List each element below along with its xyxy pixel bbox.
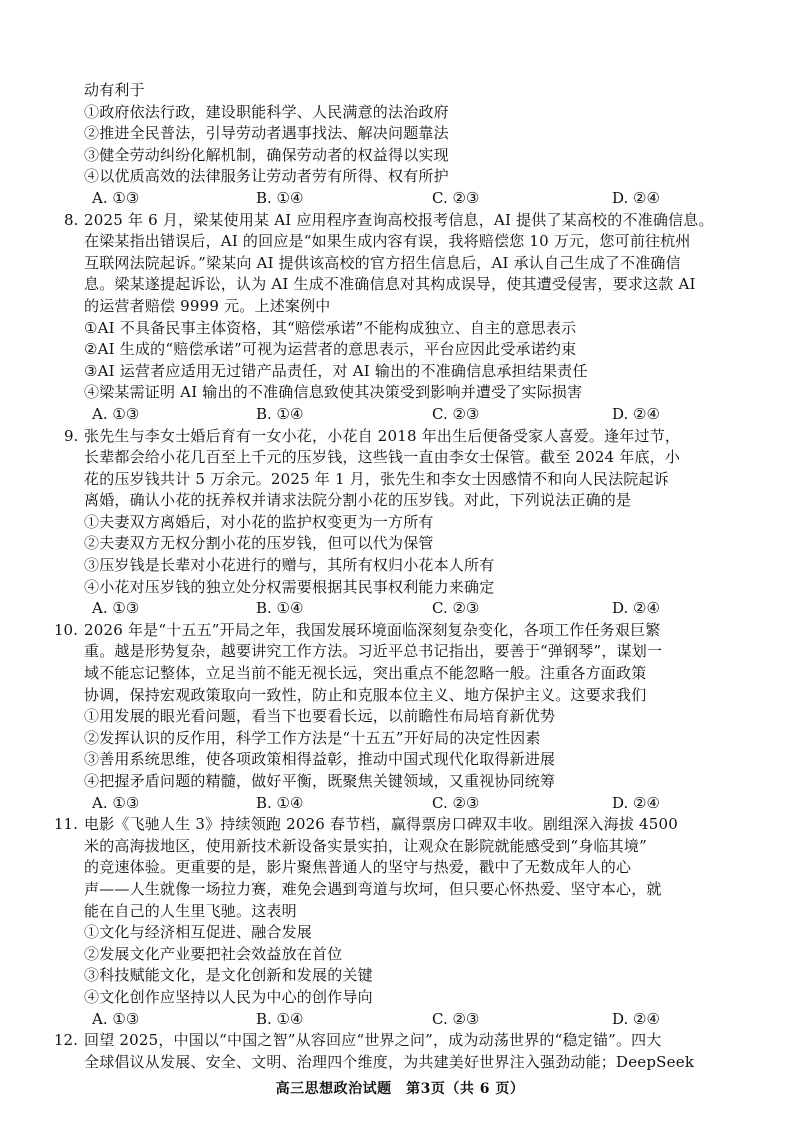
option-d: D. ②④	[612, 793, 660, 812]
choice-item: ④文化创作应坚持以人民为中心的创作导向	[84, 987, 373, 1006]
option-c: C. ②③	[432, 599, 480, 618]
stem-line: 的竞速体验。更重要的是，影片聚焦普通人的坚守与热爱，戳中了无数成年人的心	[84, 858, 632, 877]
choice-item: ②夫妻双方无权分割小花的压岁钱，但可以代为保管	[84, 534, 434, 553]
option-c: C. ②③	[432, 793, 480, 812]
question-number: 11.	[54, 815, 78, 834]
option-d: D. ②④	[612, 599, 660, 618]
stem-line: 域不能忘记整体，立足当前不能无视长远，突出重点不能忽略一般。注重各方面政策	[84, 664, 647, 683]
question-8	[64, 210, 734, 426]
question-number: 10.	[54, 620, 78, 639]
question-number: 8.	[64, 210, 79, 229]
stem-line: 能在自己的人生里飞驰。这表明	[84, 901, 297, 920]
choice-item: ④以优质高效的法律服务让劳动者劳有所得、权有所护	[84, 167, 449, 186]
answer-options	[84, 188, 734, 210]
option-d: D. ②④	[612, 188, 660, 207]
choice-item: ③善用系统思维，使各项政策相得益彰，推动中国式现代化取得新进展	[84, 750, 556, 769]
answer-options	[84, 598, 734, 620]
stem-line: 张先生与李女士婚后育有一女小花，小花自 2018 年出生后便备受家人喜爱。逢年过节，	[84, 426, 681, 445]
stem-line: 重。越是形势复杂，越要讲究工作方法。习近平总书记指出，要善于“弹钢琴”，谋划一	[84, 642, 663, 661]
stem-line: 2025 年 6 月，梁某使用某 AI 应用程序查询高校报考信息，AI 提供了某高校的不准确信息。	[84, 210, 714, 229]
stem-line: 花的压岁钱共计 5 万余元。2025 年 1 月，张先生和李女士因感情不和向人民法院起诉	[84, 469, 669, 488]
stem-line: 长辈都会给小花几百至上千元的压岁钱，这些钱一直由李女士保管。截至 2024 年底，小	[84, 448, 681, 467]
choice-item: ②发挥认识的反作用，科学工作方法是“十五五”开好局的决定性因素	[84, 728, 541, 747]
choice-item: ④把握矛盾问题的精髓，做好平衡，既聚焦关键领域，又重视协同统筹	[84, 772, 556, 790]
option-a: A. ①③	[92, 404, 140, 423]
stem-line: 2026 年是“十五五”开局之年，我国发展环境面临深刻复杂变化，各项工作任务艰巨繁	[84, 620, 661, 639]
answer-options	[84, 404, 734, 426]
stem-line: 米的高海拔地区，使用新技术新设备实景实拍，让观众在影院就能感受到“身临其境”	[84, 836, 647, 855]
choice-item: ③压岁钱是长辈对小花进行的赠与，其所有权归小花本人所有	[84, 556, 495, 575]
stem-line: 互联网法院起诉。”梁某向 AI 提供该高校的官方招生信息后，AI 承认自己生成了不准确信	[84, 253, 681, 272]
question-9	[64, 426, 734, 620]
choice-item: ②推进全民普法，引导劳动者遇事找法、解决问题靠法	[84, 124, 449, 143]
option-d: D. ②④	[612, 1009, 660, 1028]
option-b: B. ①④	[256, 1009, 304, 1028]
stem-line: 全球倡议从发展、安全、文明、治理四个维度，为共建美好世界注入强劲动能；DeepSeek	[84, 1052, 695, 1071]
choice-item: ①政府依法行政，建设职能科学、人民满意的法治政府	[84, 102, 449, 121]
question-11	[54, 814, 734, 1030]
choice-item: ③科技赋能文化，是文化创新和发展的关键	[84, 966, 373, 985]
choice-item: ①夫妻双方离婚后，对小花的监护权变更为一方所有	[84, 512, 434, 531]
page-footer: 高三思想政治试题 第3页（共 6 页）	[275, 1081, 525, 1097]
choice-item: ④梁某需证明 AI 输出的不准确信息致使其决策受到影响并遭受了实际损害	[84, 383, 583, 402]
answer-options	[84, 793, 734, 815]
question-12	[54, 1030, 734, 1073]
option-a: A. ①③	[92, 599, 140, 618]
option-c: C. ②③	[432, 188, 480, 207]
option-b: B. ①④	[256, 793, 304, 812]
choice-item: ③AI 运营者应适用无过错产品责任，对 AI 输出的不准确信息承担结果责任	[84, 361, 588, 380]
answer-options	[84, 1009, 734, 1031]
stem-line: 息。梁某遂提起诉讼，认为 AI 生成不准确信息对其构成误导，使其遭受侵害，要求这款 AI	[84, 275, 696, 294]
question-number: 9.	[64, 426, 79, 445]
choice-item: ③健全劳动纠纷化解机制，确保劳动者的权益得以实现	[84, 145, 449, 164]
stem-line: 动有利于	[84, 81, 145, 99]
stem-line: 的运营者赔偿 9999 元。上述案例中	[84, 296, 331, 315]
question-number: 12.	[54, 1031, 78, 1050]
option-d: D. ②④	[612, 404, 660, 423]
option-c: C. ②③	[432, 404, 480, 423]
stem-line: 离婚，确认小花的抚养权并请求法院分割小花的压岁钱。对此，下列说法正确的是	[84, 491, 632, 510]
option-b: B. ①④	[256, 599, 304, 618]
choice-item: ②发展文化产业要把社会效益放在首位	[84, 944, 343, 963]
option-c: C. ②③	[432, 1009, 480, 1028]
stem-line: 电影《飞驰人生 3》持续领跑 2026 春节档，赢得票房口碑双丰收。剧组深入海拔 4500	[84, 815, 678, 834]
choice-item: ①AI 不具备民事主体资格，其“赔偿承诺”不能构成独立、自主的意思表示	[84, 318, 577, 337]
choice-item: ④小花对压岁钱的独立处分权需要根据其民事权利能力来确定	[84, 577, 495, 596]
choice-item: ②AI 生成的“赔偿承诺”可视为运营者的意思表示，平台应因此受承诺约束	[84, 340, 577, 359]
stem-line: 声——人生就像一场拉力赛，难免会遇到弯道与坎坷，但只要心怀热爱、坚守本心，就	[84, 879, 662, 898]
stem-line: 回望 2025，中国以“中国之智”从容回应“世界之问”，成为动荡世界的“稳定锚”。四大	[84, 1031, 662, 1050]
option-b: B. ①④	[256, 188, 304, 207]
option-a: A. ①③	[92, 188, 140, 207]
option-a: A. ①③	[92, 1009, 140, 1028]
option-b: B. ①④	[256, 404, 304, 423]
choice-item: ①用发展的眼光看问题，看当下也要看长远，以前瞻性布局培育新优势	[84, 707, 556, 726]
stem-line: 协调，保持宏观政策取向一致性，防止和克服本位主义、地方保护主义。这要求我们	[84, 685, 647, 704]
question-7-continuation	[84, 80, 734, 210]
stem-line: 在梁某指出错误后，AI 的回应是“如果生成内容有误，我将赔偿您 10 万元，您可前往杭州	[84, 232, 691, 251]
question-10	[54, 620, 734, 814]
choice-item: ①文化与经济相互促进、融合发展	[84, 923, 313, 942]
option-a: A. ①③	[92, 793, 140, 812]
